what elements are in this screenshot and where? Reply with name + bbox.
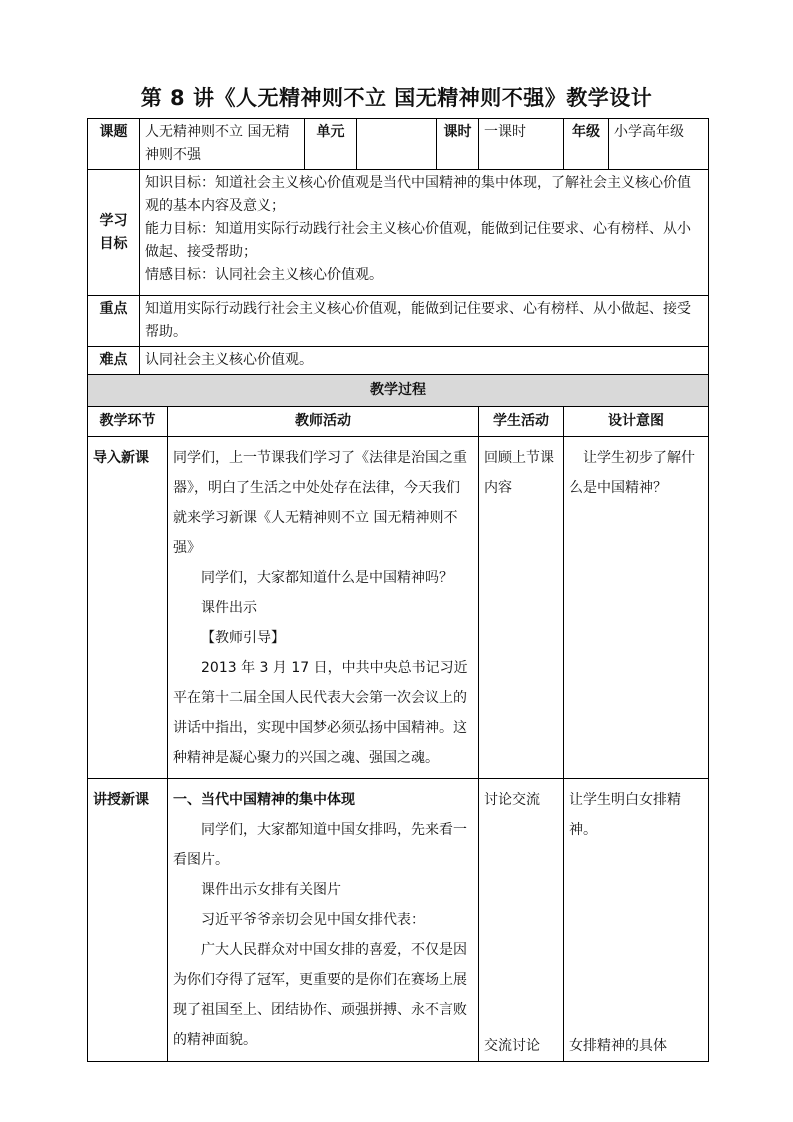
lesson-teacher-p3: 习近平爷爷亲切会见中国女排代表： xyxy=(201,912,425,928)
goal-knowledge: 知识目标：知道社会主义核心价值观是当代中国精神的集中体现，了解社会主义核心价值观的基本内容及意义； xyxy=(145,175,691,214)
unit-label: 单元 xyxy=(305,119,357,170)
grade-value: 小学高年级 xyxy=(609,119,709,170)
intro-teacher-p2: 同学们，大家都知道什么是中国精神吗？ xyxy=(201,570,453,586)
grade-label: 年级 xyxy=(564,119,609,170)
intro-teacher-p4: 【教师引导】 xyxy=(201,630,285,646)
key-label: 重点 xyxy=(88,296,140,347)
lesson-plan-table xyxy=(87,118,709,1062)
col-student-header: 学生活动 xyxy=(479,407,564,437)
lesson-row xyxy=(88,779,709,1062)
lesson-intent-1: 让学生明白女排精神。 xyxy=(569,792,682,838)
difficulty-label: 难点 xyxy=(88,347,140,375)
process-header-row xyxy=(88,407,709,437)
period-value: 一课时 xyxy=(479,119,564,170)
goals-content xyxy=(140,170,709,296)
difficulty-row xyxy=(88,347,709,375)
lesson-student xyxy=(479,779,564,1062)
intro-teacher xyxy=(168,437,479,779)
lesson-intent-2: 女排精神的具体 xyxy=(569,1038,668,1054)
topic-label: 课题 xyxy=(88,119,140,170)
intro-intent: 让学生初步了解什么是中国精神？ xyxy=(564,437,709,779)
lesson-intent xyxy=(564,779,709,1062)
process-heading: 教学过程 xyxy=(88,375,709,407)
intro-teacher-p5: 2013 年 3 月 17 日，中共中央总书记习近平在第十二届全国人民代表大会第一次会议上的讲话中指出，实现中国梦必须弘扬中国精神。这种精神是凝心聚力的兴国之魂、强国之魂。 xyxy=(173,660,468,766)
lesson-student-1: 讨论交流 xyxy=(484,792,541,808)
lesson-teacher xyxy=(168,779,479,1062)
col-teacher-header: 教师活动 xyxy=(168,407,479,437)
document-title: 第 8 讲《人无精神则不立 国无精神则不强》教学设计 xyxy=(140,86,653,110)
intro-teacher-p1: 同学们，上一节课我们学习了《法律是治国之重器》，明白了生活之中处处存在法律，今天我们就来学习新课《人无精神则不立 国无精神则不强》 xyxy=(173,450,467,556)
unit-value xyxy=(357,119,437,170)
lesson-teacher-p4: 广大人民群众对中国女排的喜爱，不仅是因为你们夺得了冠军，更重要的是你们在赛场上展现了祖国至上、团结协作、顽强拼搏、永不言败的精神面貌。 xyxy=(173,942,467,1048)
goals-label: 学习目标 xyxy=(88,170,140,296)
lesson-section-title: 一、当代中国精神的集中体现 xyxy=(173,792,355,808)
lesson-teacher-p2: 课件出示女排有关图片 xyxy=(201,882,341,898)
intro-stage: 导入新课 xyxy=(88,437,168,779)
info-row xyxy=(88,119,709,170)
key-row xyxy=(88,296,709,347)
intro-teacher-p3: 课件出示 xyxy=(201,600,257,616)
lesson-student-2: 交流讨论 xyxy=(484,1038,541,1054)
key-value: 知道用实际行动践行社会主义核心价值观，能做到记住要求、心有榜样、从小做起、接受帮助。 xyxy=(140,296,709,347)
col-stage-header: 教学环节 xyxy=(88,407,168,437)
intro-student: 回顾上节课内容 xyxy=(479,437,564,779)
goals-row xyxy=(88,170,709,296)
lesson-teacher-p1: 同学们，大家都知道中国女排吗，先来看一看图片。 xyxy=(173,822,467,868)
topic-value: 人无精神则不立 国无精神则不强 xyxy=(140,119,305,170)
difficulty-value: 认同社会主义核心价值观。 xyxy=(140,347,709,375)
process-heading-row xyxy=(88,375,709,407)
goal-emotion: 情感目标：认同社会主义核心价值观。 xyxy=(145,267,383,283)
intro-row xyxy=(88,437,709,779)
period-label: 课时 xyxy=(437,119,479,170)
col-intent-header: 设计意图 xyxy=(564,407,709,437)
lesson-stage: 讲授新课 xyxy=(88,779,168,1062)
goal-ability: 能力目标：知道用实际行动践行社会主义核心价值观，能做到记住要求、心有榜样、从小做起、接受帮助； xyxy=(145,221,691,260)
